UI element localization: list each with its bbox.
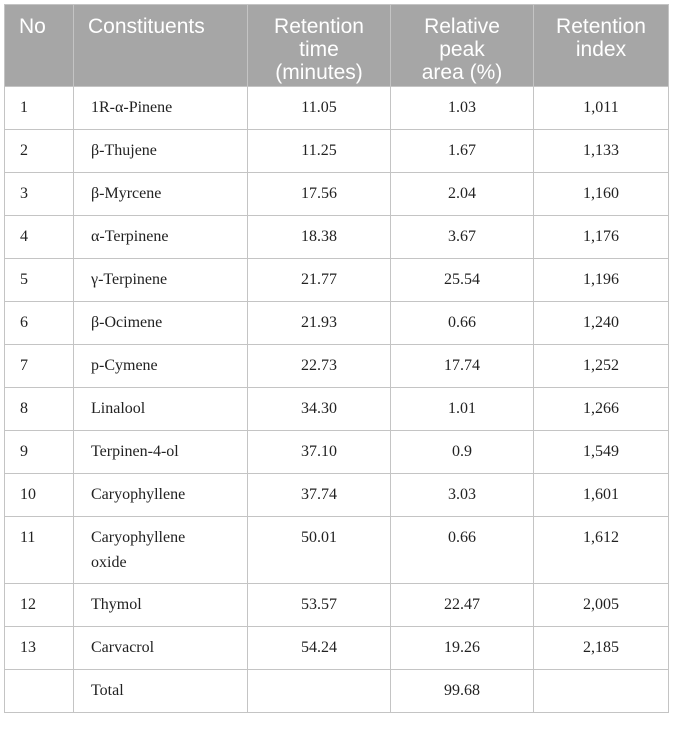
cell-no: 6 xyxy=(5,302,74,345)
cell-retention-time: 17.56 xyxy=(248,173,391,216)
cell-total-peak-area: 99.68 xyxy=(391,670,534,713)
cell-relative-peak-area: 19.26 xyxy=(391,627,534,670)
cell-retention-time: 50.01 xyxy=(248,517,391,584)
cell-retention-index: 1,266 xyxy=(534,388,669,431)
cell-no: 3 xyxy=(5,173,74,216)
cell-retention-index: 1,176 xyxy=(534,216,669,259)
cell-relative-peak-area: 3.67 xyxy=(391,216,534,259)
cell-relative-peak-area: 1.01 xyxy=(391,388,534,431)
cell-relative-peak-area: 0.66 xyxy=(391,302,534,345)
cell-relative-peak-area: 25.54 xyxy=(391,259,534,302)
cell-constituent: β-Thujene xyxy=(74,130,248,173)
cell-retention-time: 37.74 xyxy=(248,474,391,517)
cell-retention-time: 37.10 xyxy=(248,431,391,474)
table-row xyxy=(5,584,669,627)
cell-constituent: β-Myrcene xyxy=(74,173,248,216)
cell-retention-time: 54.24 xyxy=(248,627,391,670)
table-row xyxy=(5,431,669,474)
cell-relative-peak-area: 1.67 xyxy=(391,130,534,173)
cell-constituent: p-Cymene xyxy=(74,345,248,388)
cell-retention-index: 1,601 xyxy=(534,474,669,517)
cell-relative-peak-area: 2.04 xyxy=(391,173,534,216)
table-row xyxy=(5,302,669,345)
cell-retention-index: 1,133 xyxy=(534,130,669,173)
constituents-table xyxy=(4,4,669,713)
cell-constituent: Terpinen-4-ol xyxy=(74,431,248,474)
cell-retention-time xyxy=(248,670,391,713)
cell-no: 2 xyxy=(5,130,74,173)
header-constituents: Constituents xyxy=(74,5,248,87)
cell-retention-index: 1,252 xyxy=(534,345,669,388)
cell-relative-peak-area: 0.66 xyxy=(391,517,534,584)
table-row xyxy=(5,259,669,302)
cell-retention-index: 1,612 xyxy=(534,517,669,584)
cell-no: 8 xyxy=(5,388,74,431)
cell-relative-peak-area: 22.47 xyxy=(391,584,534,627)
header-retention-index: Retention index xyxy=(534,5,669,87)
table-row xyxy=(5,130,669,173)
cell-no: 7 xyxy=(5,345,74,388)
cell-retention-index: 1,011 xyxy=(534,87,669,130)
cell-retention-time: 21.77 xyxy=(248,259,391,302)
cell-retention-time: 11.05 xyxy=(248,87,391,130)
cell-relative-peak-area: 0.9 xyxy=(391,431,534,474)
cell-retention-time: 11.25 xyxy=(248,130,391,173)
header-relative-peak-area: Relative peak area (%) xyxy=(391,5,534,87)
cell-retention-index: 1,160 xyxy=(534,173,669,216)
cell-retention-time: 18.38 xyxy=(248,216,391,259)
cell-no: 12 xyxy=(5,584,74,627)
cell-retention-time: 22.73 xyxy=(248,345,391,388)
header-retention-time: Retention time (minutes) xyxy=(248,5,391,87)
cell-constituent: β-Ocimene xyxy=(74,302,248,345)
cell-no: 1 xyxy=(5,87,74,130)
cell-no: 4 xyxy=(5,216,74,259)
cell-constituent: 1R-α-Pinene xyxy=(74,87,248,130)
table-row xyxy=(5,627,669,670)
cell-total-label: Total xyxy=(74,670,248,713)
cell-constituent: α-Terpinene xyxy=(74,216,248,259)
cell-constituent: γ-Terpinene xyxy=(74,259,248,302)
cell-retention-index: 2,185 xyxy=(534,627,669,670)
cell-retention-index: 1,240 xyxy=(534,302,669,345)
cell-relative-peak-area: 3.03 xyxy=(391,474,534,517)
total-row xyxy=(5,670,669,713)
table-row xyxy=(5,474,669,517)
cell-retention-index: 2,005 xyxy=(534,584,669,627)
table-row xyxy=(5,173,669,216)
table-row xyxy=(5,517,669,584)
cell-retention-time: 53.57 xyxy=(248,584,391,627)
cell-constituent: Carvacrol xyxy=(74,627,248,670)
cell-constituent: Caryophyllene oxide xyxy=(74,517,248,584)
cell-retention-index: 1,196 xyxy=(534,259,669,302)
cell-retention-index: 1,549 xyxy=(534,431,669,474)
cell-no: 5 xyxy=(5,259,74,302)
cell-constituent: Linalool xyxy=(74,388,248,431)
cell-retention-time: 34.30 xyxy=(248,388,391,431)
cell-constituent: Caryophyllene xyxy=(74,474,248,517)
table-row xyxy=(5,87,669,130)
cell-retention-time: 21.93 xyxy=(248,302,391,345)
header-row xyxy=(5,5,669,87)
cell-retention-index xyxy=(534,670,669,713)
cell-relative-peak-area: 1.03 xyxy=(391,87,534,130)
cell-constituent: Thymol xyxy=(74,584,248,627)
table-row xyxy=(5,216,669,259)
cell-no: 11 xyxy=(5,517,74,584)
cell-no xyxy=(5,670,74,713)
cell-relative-peak-area: 17.74 xyxy=(391,345,534,388)
table-row xyxy=(5,345,669,388)
cell-no: 9 xyxy=(5,431,74,474)
table-row xyxy=(5,388,669,431)
cell-no: 13 xyxy=(5,627,74,670)
header-no: No xyxy=(5,5,74,87)
cell-no: 10 xyxy=(5,474,74,517)
